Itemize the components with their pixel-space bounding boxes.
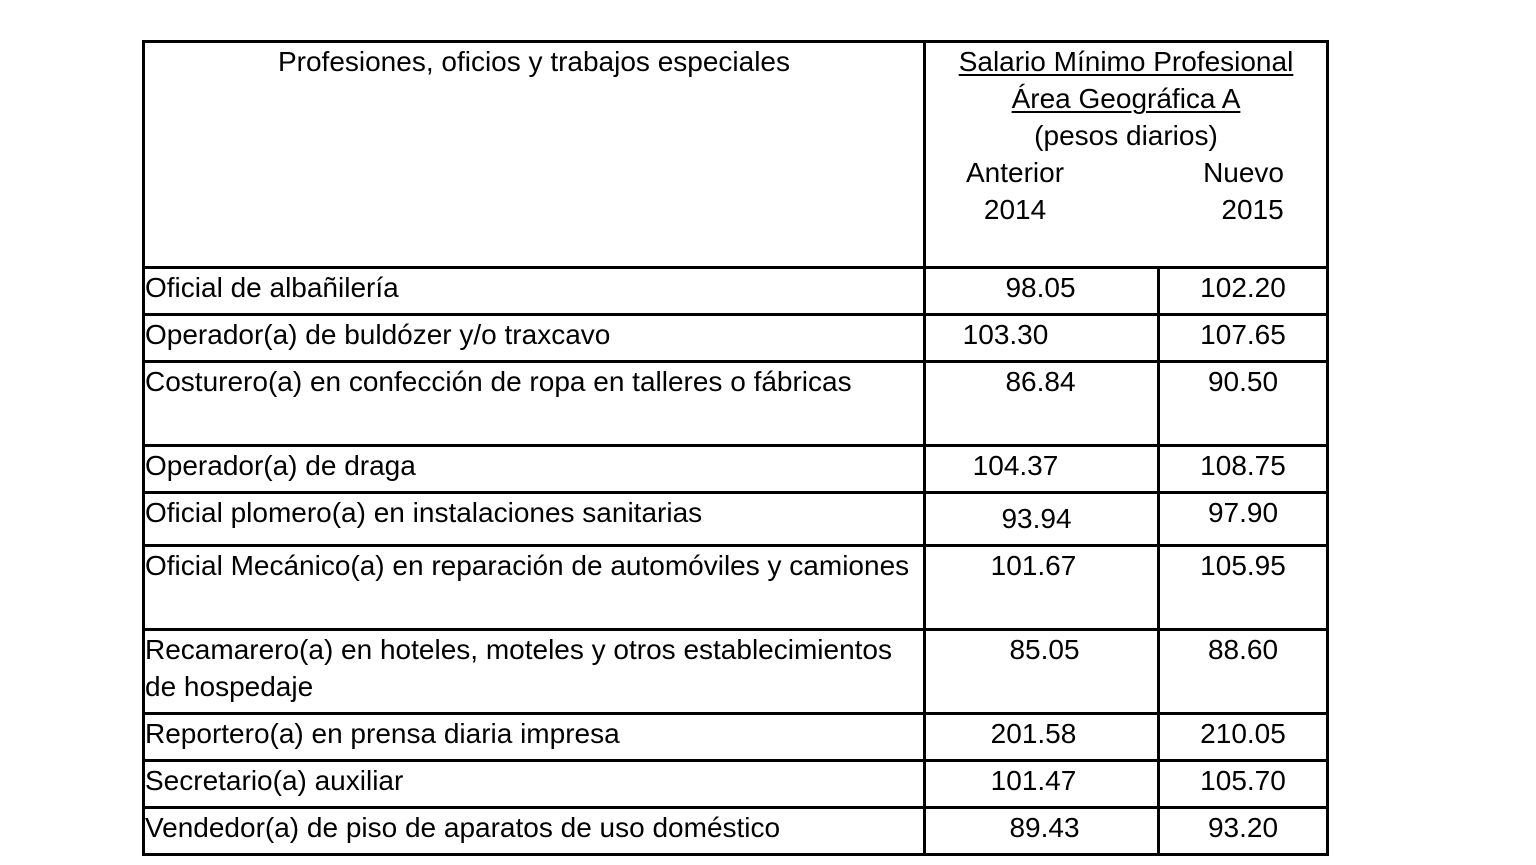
profession-cell: Oficial de albañilería [144, 268, 925, 315]
salary-2015-cell [1159, 761, 1328, 808]
new-label: Nuevo [1203, 157, 1284, 188]
salary-2015-cell [1159, 446, 1328, 493]
table-row [144, 362, 1328, 446]
profession-cell: Costurero(a) en confección de ropa en talleres o fábricas [144, 362, 925, 446]
salary-2014-value: 104.37 [972, 450, 1059, 481]
salary-2015-cell [1159, 315, 1328, 362]
salary-2015-cell [1159, 493, 1328, 546]
profession-header-label: Profesiones, oficios y trabajos especiales [277, 46, 791, 77]
profession-cell: Oficial Mecánico(a) en reparación de automóviles y camiones [144, 546, 925, 630]
old-year: 2014 [983, 194, 1047, 225]
salary-2014-cell [925, 714, 1159, 761]
table-row [144, 446, 1328, 493]
table-row [144, 714, 1328, 761]
salary-2015-value: 88.60 [1207, 634, 1279, 665]
salary-2014-value: 201.58 [990, 718, 1077, 749]
salary-2014-cell [925, 761, 1159, 808]
salary-2015-value: 107.65 [1200, 319, 1286, 350]
salary-2015-cell [1159, 362, 1328, 446]
salary-2015-value: 90.50 [1207, 366, 1279, 397]
table-row [144, 546, 1328, 630]
table-row [144, 268, 1328, 315]
table-row [144, 493, 1328, 546]
salary-2014-cell [925, 493, 1159, 546]
salary-2015-value: 210.05 [1200, 718, 1286, 749]
salary-2014-cell [925, 362, 1159, 446]
salary-2015-value: 105.70 [1200, 765, 1286, 796]
table-row [144, 315, 1328, 362]
table-body [144, 268, 1328, 855]
year-headers [926, 154, 1326, 266]
salary-2014-cell [925, 630, 1159, 714]
table-row [144, 630, 1328, 714]
salary-2014-cell [925, 315, 1159, 362]
unit-label: (pesos diarios) [1034, 120, 1218, 151]
salary-2014-value: 89.43 [1009, 812, 1080, 843]
salary-2015-value: 97.90 [1207, 497, 1279, 528]
profession-cell: Recamarero(a) en hoteles, moteles y otros establecimientos de hospedaje [144, 630, 925, 714]
salary-2015-cell [1159, 808, 1328, 855]
salary-2014-value: 93.94 [1001, 503, 1072, 534]
salary-2015-value: 102.20 [1200, 272, 1286, 303]
profession-cell: Operador(a) de draga [144, 446, 925, 493]
salary-2015-cell [1159, 268, 1328, 315]
salary-2015-value: 108.75 [1200, 450, 1286, 481]
salary-column-header [925, 42, 1328, 268]
salary-2015-cell [1159, 546, 1328, 630]
salary-2015-cell [1159, 714, 1328, 761]
salary-2015-cell [1159, 630, 1328, 714]
salary-2014-value: 101.47 [990, 765, 1077, 796]
salary-2014-value: 98.05 [1005, 272, 1076, 303]
salary-2014-cell [925, 808, 1159, 855]
table-row [144, 808, 1328, 855]
profession-column-header [144, 42, 925, 268]
table-row [144, 761, 1328, 808]
profession-cell: Secretario(a) auxiliar [144, 761, 925, 808]
salary-2015-value: 105.95 [1200, 550, 1286, 581]
profession-cell: Operador(a) de buldózer y/o traxcavo [144, 315, 925, 362]
old-year-header [966, 154, 1064, 228]
salary-2014-value: 86.84 [1005, 366, 1076, 397]
salary-table [142, 40, 1329, 856]
salary-2014-cell [925, 546, 1159, 630]
salary-2014-cell [925, 268, 1159, 315]
new-year: 2015 [1221, 194, 1284, 225]
geographic-area-title: Área Geográfica A [1011, 83, 1241, 114]
salary-title: Salario Mínimo Profesional [958, 46, 1294, 77]
salary-2015-value: 93.20 [1207, 812, 1279, 843]
profession-cell: Reportero(a) en prensa diaria impresa [144, 714, 925, 761]
salary-2014-value: 103.30 [962, 319, 1049, 350]
new-year-header [1203, 154, 1284, 228]
profession-cell: Oficial plomero(a) en instalaciones sanitarias [144, 493, 925, 546]
profession-cell: Vendedor(a) de piso de aparatos de uso doméstico [144, 808, 925, 855]
old-label: Anterior [966, 157, 1065, 188]
salary-2014-value: 85.05 [1009, 634, 1080, 665]
table-header-row [144, 42, 1328, 268]
salary-2014-cell [925, 446, 1159, 493]
salary-2014-value: 101.67 [990, 550, 1077, 581]
